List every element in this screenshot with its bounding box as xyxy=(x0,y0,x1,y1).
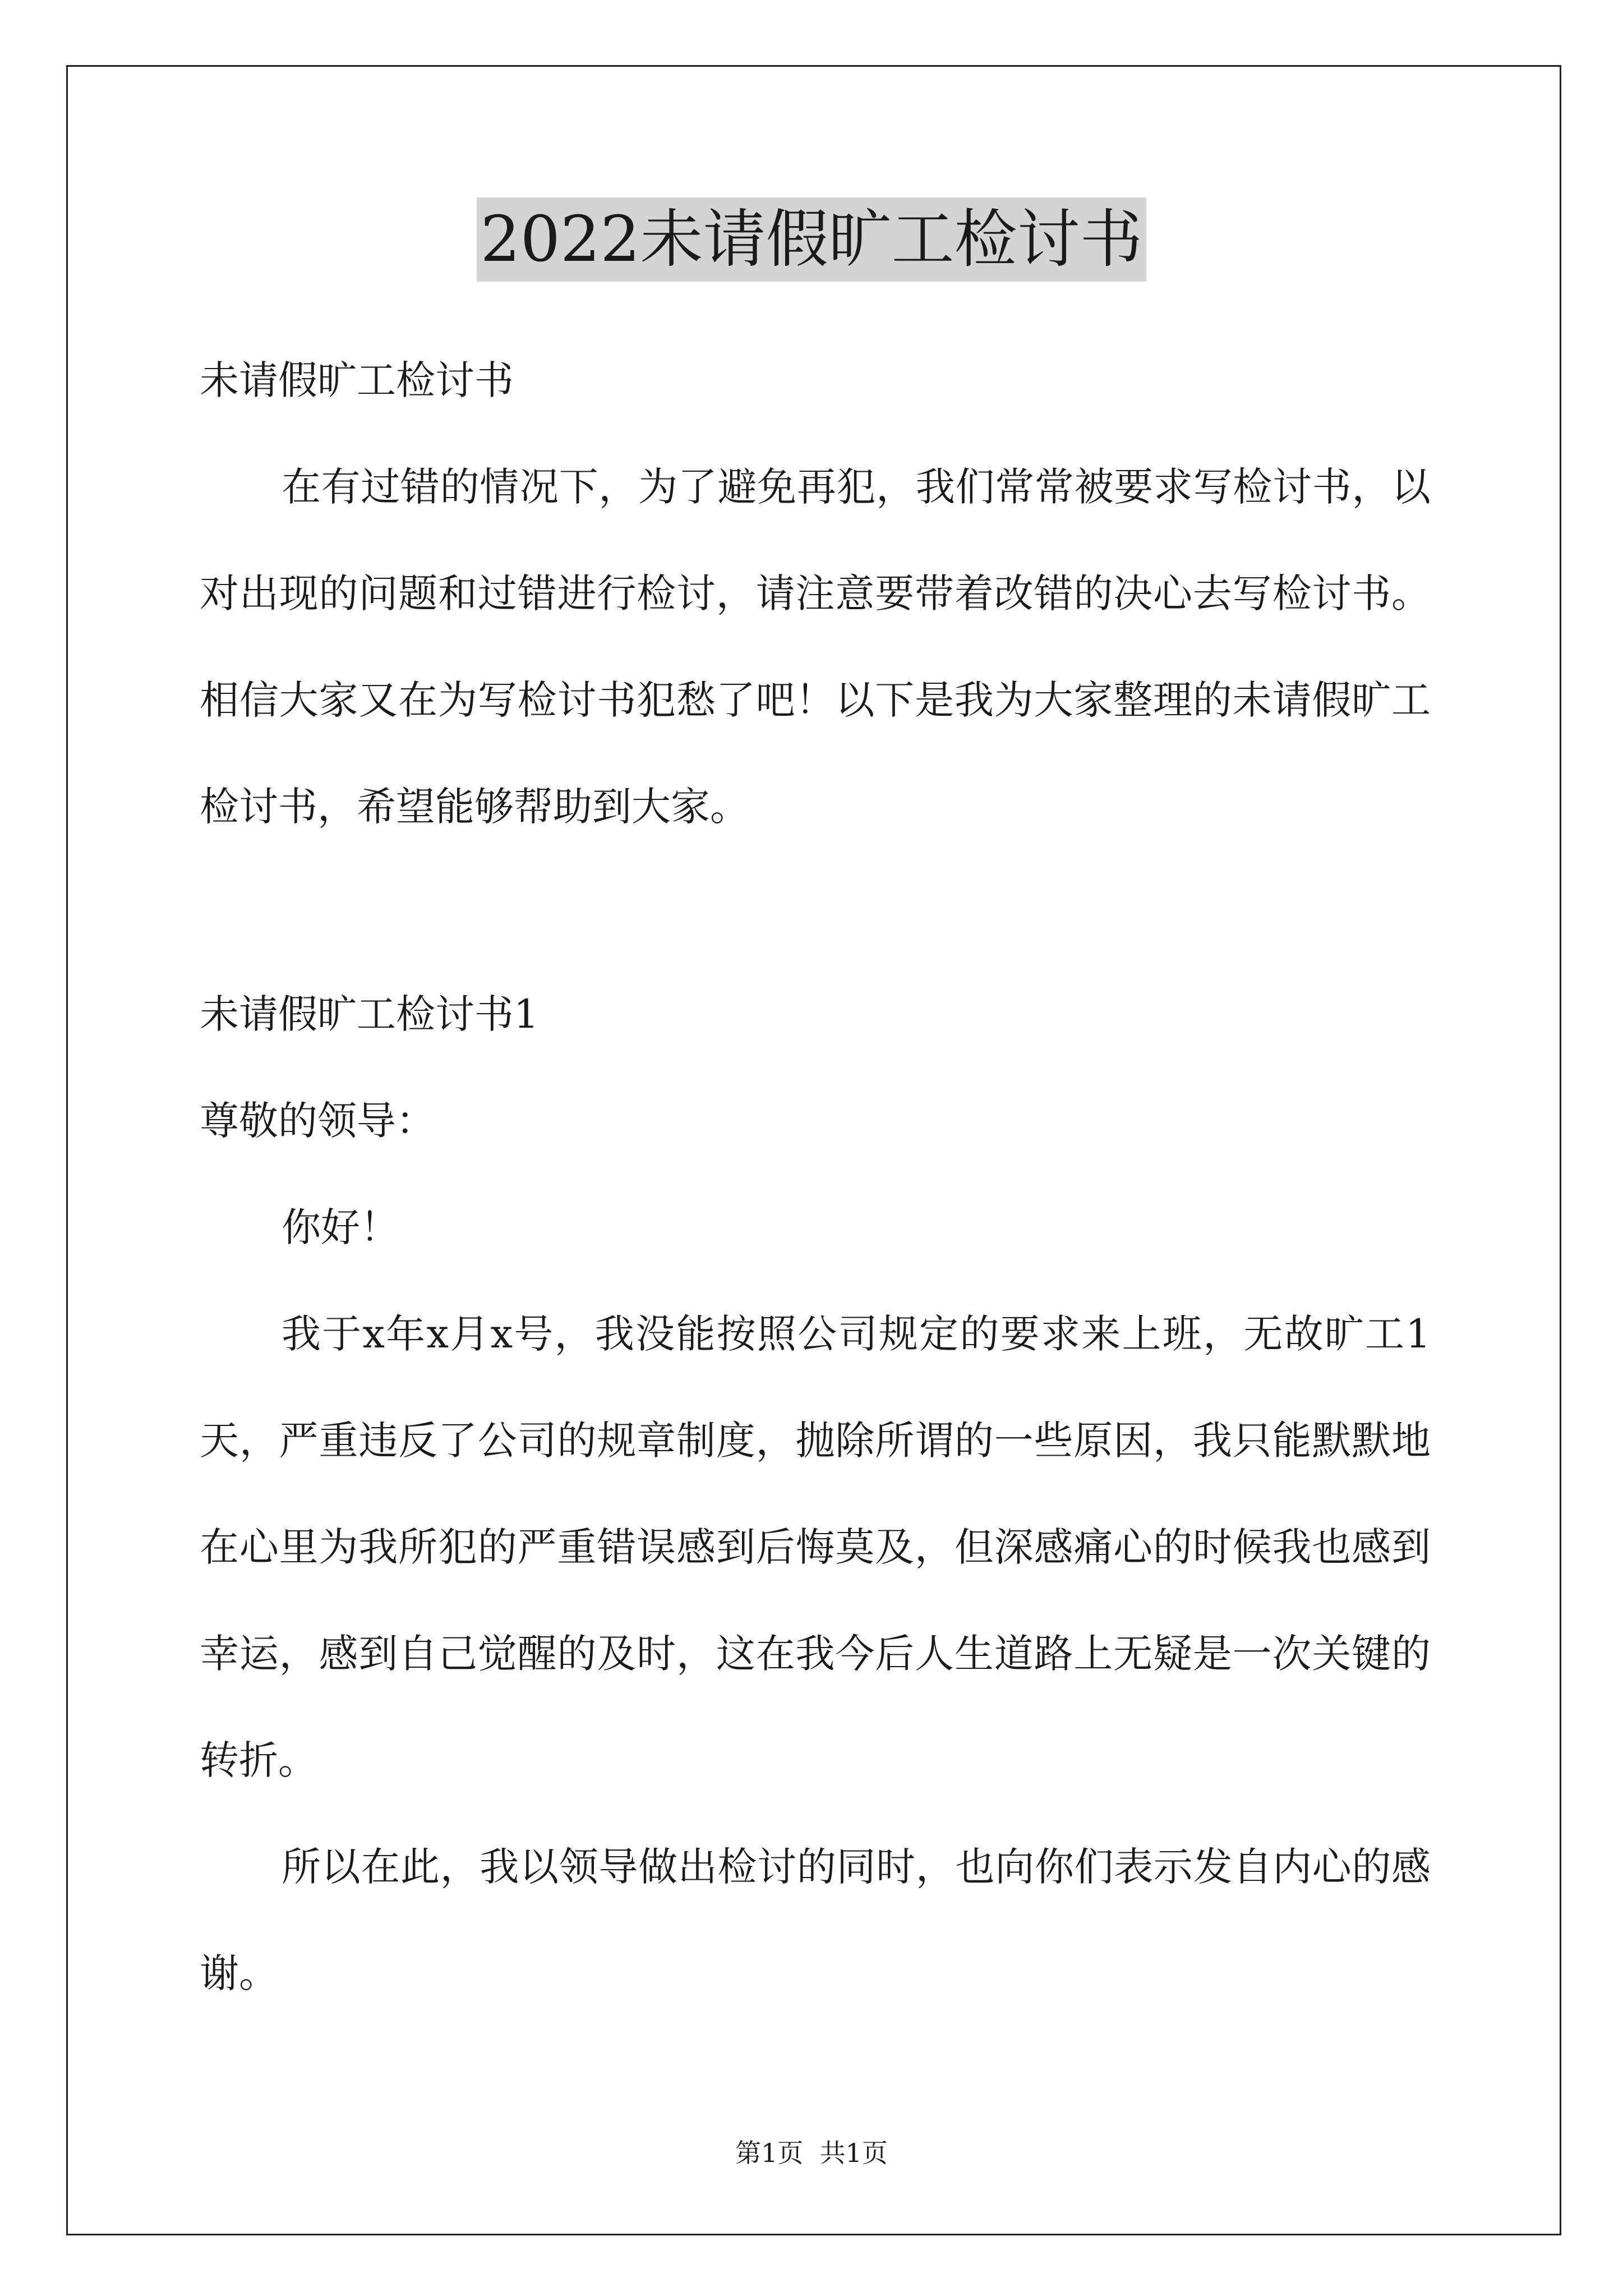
page-footer: 第1页 共1页 xyxy=(735,2138,888,2168)
body-paragraph: 我于x年x月x号，我没能按照公司规定的要求来上班，无故旷工1天，严重违反了公司的规章制度，抛除所谓的一些原因，我只能默默地在心里为我所犯的严重错误感到后悔莫及，但深感痛心的时候我也感到幸运，感到自己觉醒的及时，这在我今后人生道路上无疑是一次关键的转折。 xyxy=(200,1311,1431,1783)
title-container xyxy=(0,197,1623,282)
salutation: 尊敬的领导： xyxy=(200,1098,435,1144)
document-title: 2022未请假旷工检讨书 xyxy=(477,197,1146,282)
body-paragraph: 所以在此，我以领导做出检讨的同时，也向你们表示发自内心的感谢。 xyxy=(200,1844,1431,1996)
section-heading: 未请假旷工检讨书1 xyxy=(200,991,539,1037)
document-body xyxy=(200,327,1431,2027)
greeting: 你好！ xyxy=(282,1204,399,1250)
intro-paragraph: 在有过错的情况下，为了避免再犯，我们常常被要求写检讨书，以对出现的问题和过错进行检讨，请注意要带着改错的决心去写检讨书。相信大家又在为写检讨书犯愁了吧！以下是我为大家整理的未请假旷工检讨书，希望能够帮助到大家。 xyxy=(200,464,1431,830)
subtitle: 未请假旷工检讨书 xyxy=(200,357,514,403)
paragraph-gap xyxy=(200,860,1431,961)
